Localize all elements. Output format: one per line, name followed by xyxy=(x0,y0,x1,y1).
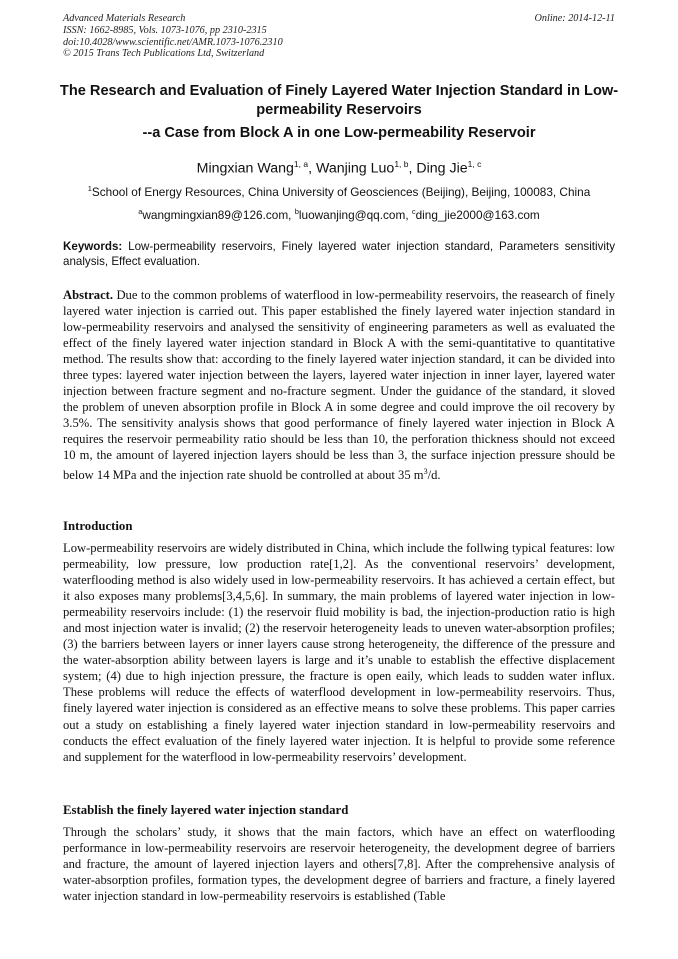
author-sup: 1, c xyxy=(467,159,482,169)
abstract-paragraph xyxy=(63,287,615,483)
abstract-label: Abstract. xyxy=(63,288,114,302)
abstract-text-end: /d. xyxy=(427,467,441,482)
keywords-block xyxy=(63,239,615,270)
email-address[interactable]: wangmingxian89@126.com xyxy=(142,207,289,222)
email-sep: , xyxy=(288,207,295,222)
author-sup: 1, a xyxy=(293,159,309,169)
author-name: Ding Jie xyxy=(416,160,468,177)
email-sup: c xyxy=(411,207,416,216)
affiliation-sup: 1 xyxy=(87,184,92,193)
journal-name: Advanced Materials Research xyxy=(63,13,186,24)
affiliation xyxy=(40,181,638,200)
author-sep: , xyxy=(408,160,417,177)
author-name: Mingxian Wang xyxy=(196,160,294,177)
affiliation-text: School of Energy Resources, China University of Geosciences (Beijing), Beijing, 100083, China xyxy=(91,184,591,199)
abstract-sup: 3 xyxy=(423,466,428,476)
email-address[interactable]: ding_jie2000@163.com xyxy=(415,207,540,222)
introduction-paragraph: Low-permeability reservoirs are widely distributed in China, which include the follwing typical features: low permeability, low pressure, low production rate[1,2]. As the conventional reservoirs’ development, waterflooding method is also widely used in low-permeability reservoirs. It has achieved a certain effect, but it also exposes many problems[3,4,5,6]. In summary, the main problems of layered water injection in low-permeability reservoirs include: (1) the reservoir fluid mobility is bad, the injection-production ratio is high and most injection water is invalid; (2) the reservoir heterogeneity leads to uneven water-absorption profiles; (3) the barriers between layers or inner layers cause strong heterogeneity, the difference of the pressure and the water-absorption ability between layers is large and it’s unable to establish the effective displacement system; (4) due to high injection pressure, the fracture is open eaily, which leads to sudden water influx. These problems will reduce the effects of waterflood development in low-permeability reservoirs. Thus, finely layered water injection is considered as an effective means to solve these problems. This paper carries out a study on establishing a finely layered water injection standard in low-permeability reservoirs and conducts the effect evaluation of the finely layered water injection. It is helpful to provide some reference and supplement for the waterflood in low-permeability reservoirs’ development. xyxy=(63,541,615,764)
issn-line: ISSN: 1662-8985, Vols. 1073-1076, pp 2310-2315 xyxy=(63,24,267,36)
establish-heading: Establish the finely layered water injection standard xyxy=(63,803,349,817)
author-sup: 1, b xyxy=(394,159,409,169)
author-sep: , xyxy=(308,160,316,177)
email-sep: , xyxy=(405,207,412,222)
keywords-label: Keywords: xyxy=(63,240,123,253)
paper-title: The Research and Evaluation of Finely Layered Water Injection Standard in Low-permeability Reservoirs xyxy=(59,83,619,118)
paper-subtitle: --a Case from Block A in one Low-permeability Reservoir xyxy=(142,125,536,141)
email-sup: b xyxy=(294,207,299,216)
establish-paragraph: Through the scholars’ study, it shows that the main factors, which have an effect on waterflooding performance in low-permeability reservoirs are reservoir heterogeneity, the development degree of barriers and fracture, the amount of layered injection layers and others[7,8]. After the comprehensive analysis of water-absorption profiles, formation types, the development degree of barriers and fracture, a finely layered water injection standard in low-permeability reservoirs is established (Table xyxy=(63,825,615,904)
keywords-text: Low-permeability reservoirs, Finely layered water injection standard, Parameters sensitivity analysis, Effect evaluation. xyxy=(63,240,615,269)
author-name: Wanjing Luo xyxy=(315,160,395,177)
email-list xyxy=(40,204,638,223)
online-date: Online: 2014-12-11 xyxy=(534,13,615,24)
abstract-text: Due to the common problems of waterflood in low-permeability reservoirs, the reasearch of finely layered water injection is carried out. This paper established the finely layered water injection standard in low-permeability reservoirs and analysed the sensitivity of engineering parameters as well as evaluated the effect of the finely layered water injection standard in Block A with the semi-quantitative to quantitative method. The results show that: according to the finely layered water injection standard, it can be divided into three types: layered water injection between the layers, layered water injection in inner layer, layered water injection between fracture segment and no-fracture segment. Under the guidance of the standard, it sloved the problem of uneven absorption profile in Block A in some degree and could improve the oil recovery by 3.5%. The sensitivity analysis shows that good performance of finely layered water injection in Block A requires the reservoir permeability ratio should be less than 10, the perforation thickness should not exceed 10 m, the amount of layered injection layers should be less than 3, the surface injection pressure should be below 14 MPa and the injection rate shuold be controlled at about 35 m xyxy=(63,288,615,482)
email-sup: a xyxy=(138,207,143,216)
author-list xyxy=(40,155,638,178)
introduction-heading: Introduction xyxy=(63,519,133,533)
journal-header xyxy=(63,13,283,60)
email-address[interactable]: luowanjing@qq.com xyxy=(298,207,406,222)
doi-line: doi:10.4028/www.scientific.net/AMR.1073-1076.2310 xyxy=(63,36,283,48)
copyright-line: © 2015 Trans Tech Publications Ltd, Switzerland xyxy=(63,48,265,60)
